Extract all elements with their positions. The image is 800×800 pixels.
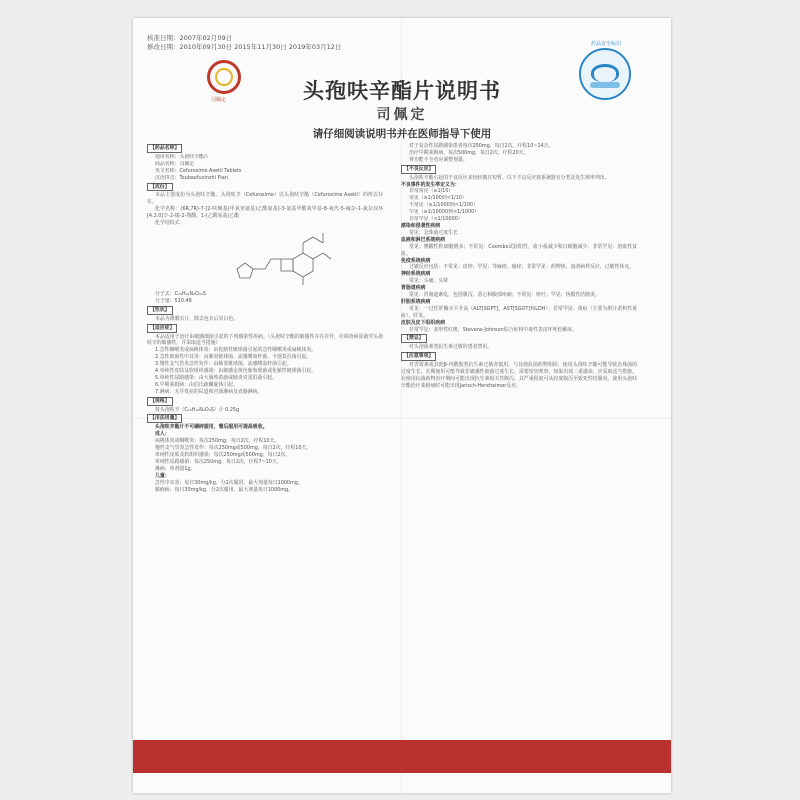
specification-text: 按头孢呋辛（C₁₆H₁₆N₄O₈S）计 0.25g	[155, 406, 240, 413]
contraindications-text: 对头孢菌素类抗生素过敏的患者禁用。	[409, 344, 493, 351]
dosage-item: 慢性支气管炎急性发作：每次250mg或500mg，每日2次，疗程10天。	[155, 445, 312, 452]
footer-color-band	[133, 740, 671, 773]
dosage-item: 成人：	[155, 431, 170, 438]
dosage-item: 脓疱病：每日30mg/kg，分2次服用，最大剂量每日1000mg。	[155, 486, 294, 493]
character-text: 本品为薄膜衣片，除去包衣后显白色。	[155, 315, 239, 322]
indication-item: 3.慢性支气管炎急性发作：由肺炎链球菌、流感嗜血杆菌引起。	[155, 361, 292, 368]
adverse-group-heading: 感染和侵袭性疾病	[401, 222, 441, 229]
dosage-item: 急性中耳炎：每日30mg/kg，分2次服用，最大剂量每日1000mg。	[155, 479, 303, 486]
section-drug-name: 【药品名称】	[147, 144, 182, 153]
dosage-item: 扁桃体炎或咽喉炎：每次250mg，每日2次，疗程10天。	[155, 438, 280, 445]
structure-drawing	[227, 229, 347, 289]
structure-label: 化学结构式：	[155, 220, 185, 227]
section-composition: 【成份】	[147, 183, 173, 192]
section-indications: 【适应症】	[147, 324, 177, 333]
dosage-continued: 肾功能不全者应调整剂量。	[409, 156, 468, 163]
section-character: 【性状】	[147, 306, 173, 315]
indication-item: 1.急性咽喉炎或扁桃体炎：由化脓性链球菌引起的急性咽喉炎或扁桃体炎。	[155, 347, 317, 354]
adverse-text: 头孢呋辛酯引起的不良反应多较轻微且短暂。以下不良反应按系统器官分类及发生频率列出。	[409, 174, 610, 181]
frequency-item: 罕见（≥1/10000到<1/1000）	[409, 209, 480, 216]
indication-item: 5.单纯性尿路感染：由大肠埃希菌或肺炎克雷伯菌引起。	[155, 374, 278, 381]
adverse-group-text: 非常罕见：多形性红斑，Stevens-Johnson综合征和中毒性表皮坏死松解症。	[409, 326, 578, 333]
dosage-continued: 治疗早期莱姆病，每次500mg，每日2次，疗程20天。	[409, 149, 529, 156]
leaflet-sheet	[133, 18, 671, 793]
drug-name-line: 商品名称：司佩定	[155, 160, 195, 167]
precautions-text: 对青霉素或其他β-内酰胺类抗生素过敏者慎用。与其他抗菌药物相同，使用头孢呋辛酯可能导致念珠菌的过度生长，长期使用可能导致非敏感性细菌过度生长，需要密切观察。如果出现二重感染，应采取适当措施。在使用抗菌药物治疗期间可能出现抗生素相关性腹泻，其严重程度可从轻度腹泻至致死性结肠炎。使用头孢呋辛酯治疗莱姆病时可能出现Jarisch-Herxheimer反应。	[401, 362, 637, 389]
document-title: 头孢呋辛酯片说明书	[303, 78, 501, 103]
frequency-item: 非常罕见（<1/10000）	[409, 216, 463, 223]
drug-name-line: 通用名称：头孢呋辛酯片	[155, 153, 209, 160]
section-adverse-reactions: 【不良反应】	[401, 165, 436, 174]
company-logo-label: 司佩定	[211, 97, 227, 103]
revision-date: 修改日期：2010年09月30日 2015年11月30日 2019年03月12日	[147, 43, 342, 51]
chemical-name: 化学名称：(6R,7R)-7-[2-呋喃基(甲氧亚氨基)乙酰氨基]-3-氨基甲酰氧甲基-8-氧代-5-硫杂-1-氮杂双环[4.2.0]辛-2-烯-2-羧酸，1-(乙酰氧基)乙酯	[147, 206, 383, 220]
chemical-structure-diagram	[147, 229, 383, 289]
drug-name-line: 汉语拼音：Toubaofuxinzhi Pian	[155, 174, 228, 181]
indication-item: 6.早期莱姆病：由伯氏疏螺旋体引起。	[155, 381, 238, 388]
dosage-item: 儿童：	[155, 472, 170, 479]
dosage-warning: 头孢呋辛酯片不可碾碎服用，餐后服用可提高吸收。	[155, 424, 268, 431]
adverse-group-heading: 免疫系统疾病	[401, 257, 431, 264]
section-precautions: 【注意事项】	[401, 352, 436, 361]
approval-date: 核准日期：2007年02月09日	[147, 34, 233, 42]
adverse-group-text: 常见：一过性肝酶水平升高（ALT[SGPT]，AST[SGOT]和LDH）；非常罕见：黄疸（主要为胆汁淤积性黄疸），肝炎。	[401, 305, 637, 319]
adverse-group-text: 过敏反应包括：不常见：皮疹；罕见：荨麻疹、瘙痒；非常罕见：药物热、血清病样反应、过敏性休克。	[409, 264, 634, 271]
read-carefully-notice: 请仔细阅读说明书并在医师指导下使用	[312, 128, 492, 140]
dosage-item: 单纯性皮肤及软组织感染：每次250mg或500mg，每日2次。	[155, 452, 291, 458]
brand-name: 司佩定	[376, 107, 428, 123]
dosage-continued: 对于复杂性尿路感染患者每次250mg，每日2次，疗程10~14天。	[409, 143, 554, 149]
frequency-item: 不常见（≥1/1000到<1/100）	[409, 202, 478, 209]
adverse-group-heading: 血液和淋巴系统疾病	[401, 236, 446, 243]
molecular-weight: 分子量：510.48	[155, 297, 192, 304]
adverse-group-heading: 肝胆系统疾病	[401, 298, 431, 305]
frequency-heading: 不良事件的发生率定义为：	[401, 181, 460, 188]
dosage-item: 单纯性尿路感染：每次250mg，每日2次，疗程7~10天。	[155, 458, 282, 465]
section-contraindications: 【禁忌】	[401, 334, 427, 343]
adverse-group-heading: 皮肤及皮下组织疾病	[401, 319, 446, 326]
adverse-group-text: 常见：头痛、头晕	[409, 278, 449, 285]
frequency-item: 非常常见（≥1/10）	[409, 188, 454, 195]
left-column	[147, 143, 383, 493]
section-specification: 【规格】	[147, 397, 173, 406]
adverse-group-text: 常见：嗜酸性粒细胞增多；不常见：Coombs试验阳性，血小板减少和白细胞减少；非常罕见：溶血性贫血。	[401, 243, 637, 257]
composition-text: 本品主要成份为头孢呋辛酯。头孢呋辛（Cefuroxime）以头孢呋辛酯（Cefuroxime Axetil）的形式存在。	[147, 192, 383, 206]
right-column	[401, 143, 637, 390]
indication-item: 4.单纯性皮肤及软组织感染：由敏感金黄色葡萄球菌或化脓性链球菌引起。	[155, 368, 317, 375]
section-dosage: 【用法用量】	[147, 414, 182, 423]
indications-text: 本品适用于治疗由敏感细菌引起的下列感染性疾病。（头孢呋辛酯的敏感性存在差异，应调查病原菌对头孢呋辛的敏感性，并采取适当措施）	[147, 333, 383, 347]
indication-item: 2.急性细菌性中耳炎：由肺炎链球菌、流感嗜血杆菌、卡他莫拉菌引起。	[155, 354, 312, 361]
indication-item: 7.淋病：无并发症的尿道和宫颈淋病及直肠淋病。	[155, 388, 263, 395]
safety-mark-label: 药品安全标识	[590, 41, 621, 47]
dosage-item: 淋病：单剂量1g。	[155, 465, 196, 472]
frequency-item: 常见（≥1/100到<1/10）	[409, 195, 467, 202]
drug-name-line: 英文名称：Cefuroxime Axetil Tablets	[155, 167, 242, 174]
adverse-group-heading: 胃肠道疾病	[401, 285, 426, 292]
adverse-group-heading: 神经系统疾病	[401, 271, 431, 278]
molecular-formula: 分子式：C₂₀H₂₂N₄O₁₀S	[155, 290, 206, 297]
adverse-group-text: 常见：胃肠道紊乱，包括腹泻、恶心和腹部疼痛；不常见：呕吐；罕见：伪膜性结肠炎。	[409, 292, 600, 299]
adverse-group-text: 常见：念珠菌过度生长	[409, 229, 458, 236]
